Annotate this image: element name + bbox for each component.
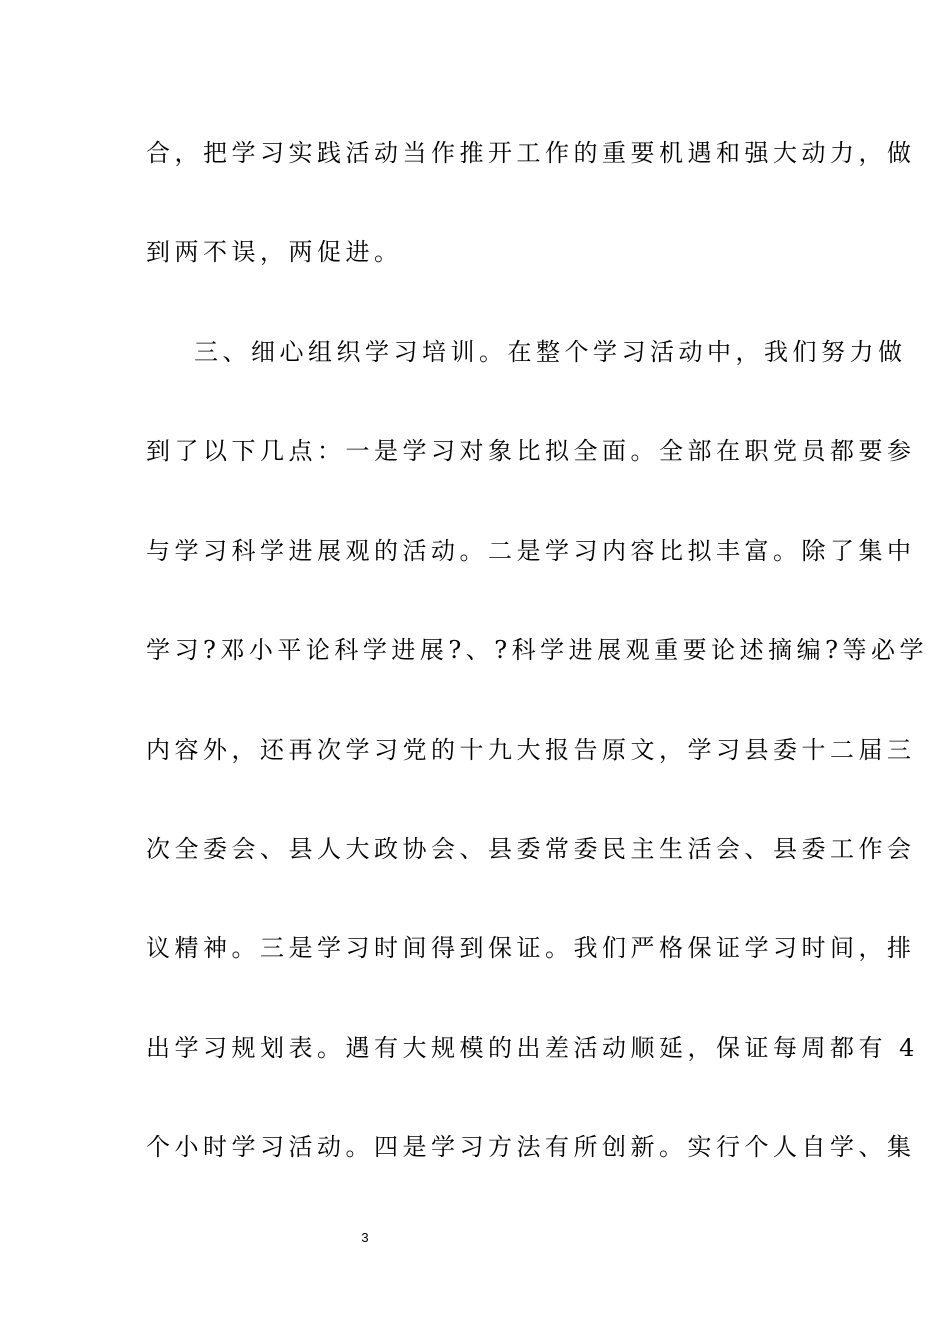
text-line: 合，把学习实践活动当作推开工作的重要机遇和强大动力，做 [146, 139, 916, 167]
paragraph-start-line: 三、细心组织学习培训。在整个学习活动中，我们努力做 [194, 338, 907, 366]
text-line: 到了以下几点：一是学习对象比拟全面。全部在职党员都要参 [146, 437, 916, 465]
text-line: 个小时学习活动。四是学习方法有所创新。实行个人自学、集 [146, 1133, 916, 1161]
text-line: 内容外，还再次学习党的十九大报告原文，学习县委十二届三 [146, 736, 916, 764]
text-line: 学习?邓小平论科学进展?、?科学进展观重要论述摘编?等必学 [146, 636, 928, 664]
text-line: 与学习科学进展观的活动。二是学习内容比拟丰富。除了集中 [146, 537, 916, 565]
page-number: 3 [361, 1230, 369, 1245]
text-line: 到两不误，两促进。 [146, 238, 403, 266]
text-line: 次全委会、县人大政协会、县委常委民主生活会、县委工作会 [146, 835, 916, 863]
text-line: 议精神。三是学习时间得到保证。我们严格保证学习时间，排 [146, 934, 916, 962]
text-line: 出学习规划表。遇有大规模的出差活动顺延，保证每周都有 4 [146, 1034, 919, 1062]
